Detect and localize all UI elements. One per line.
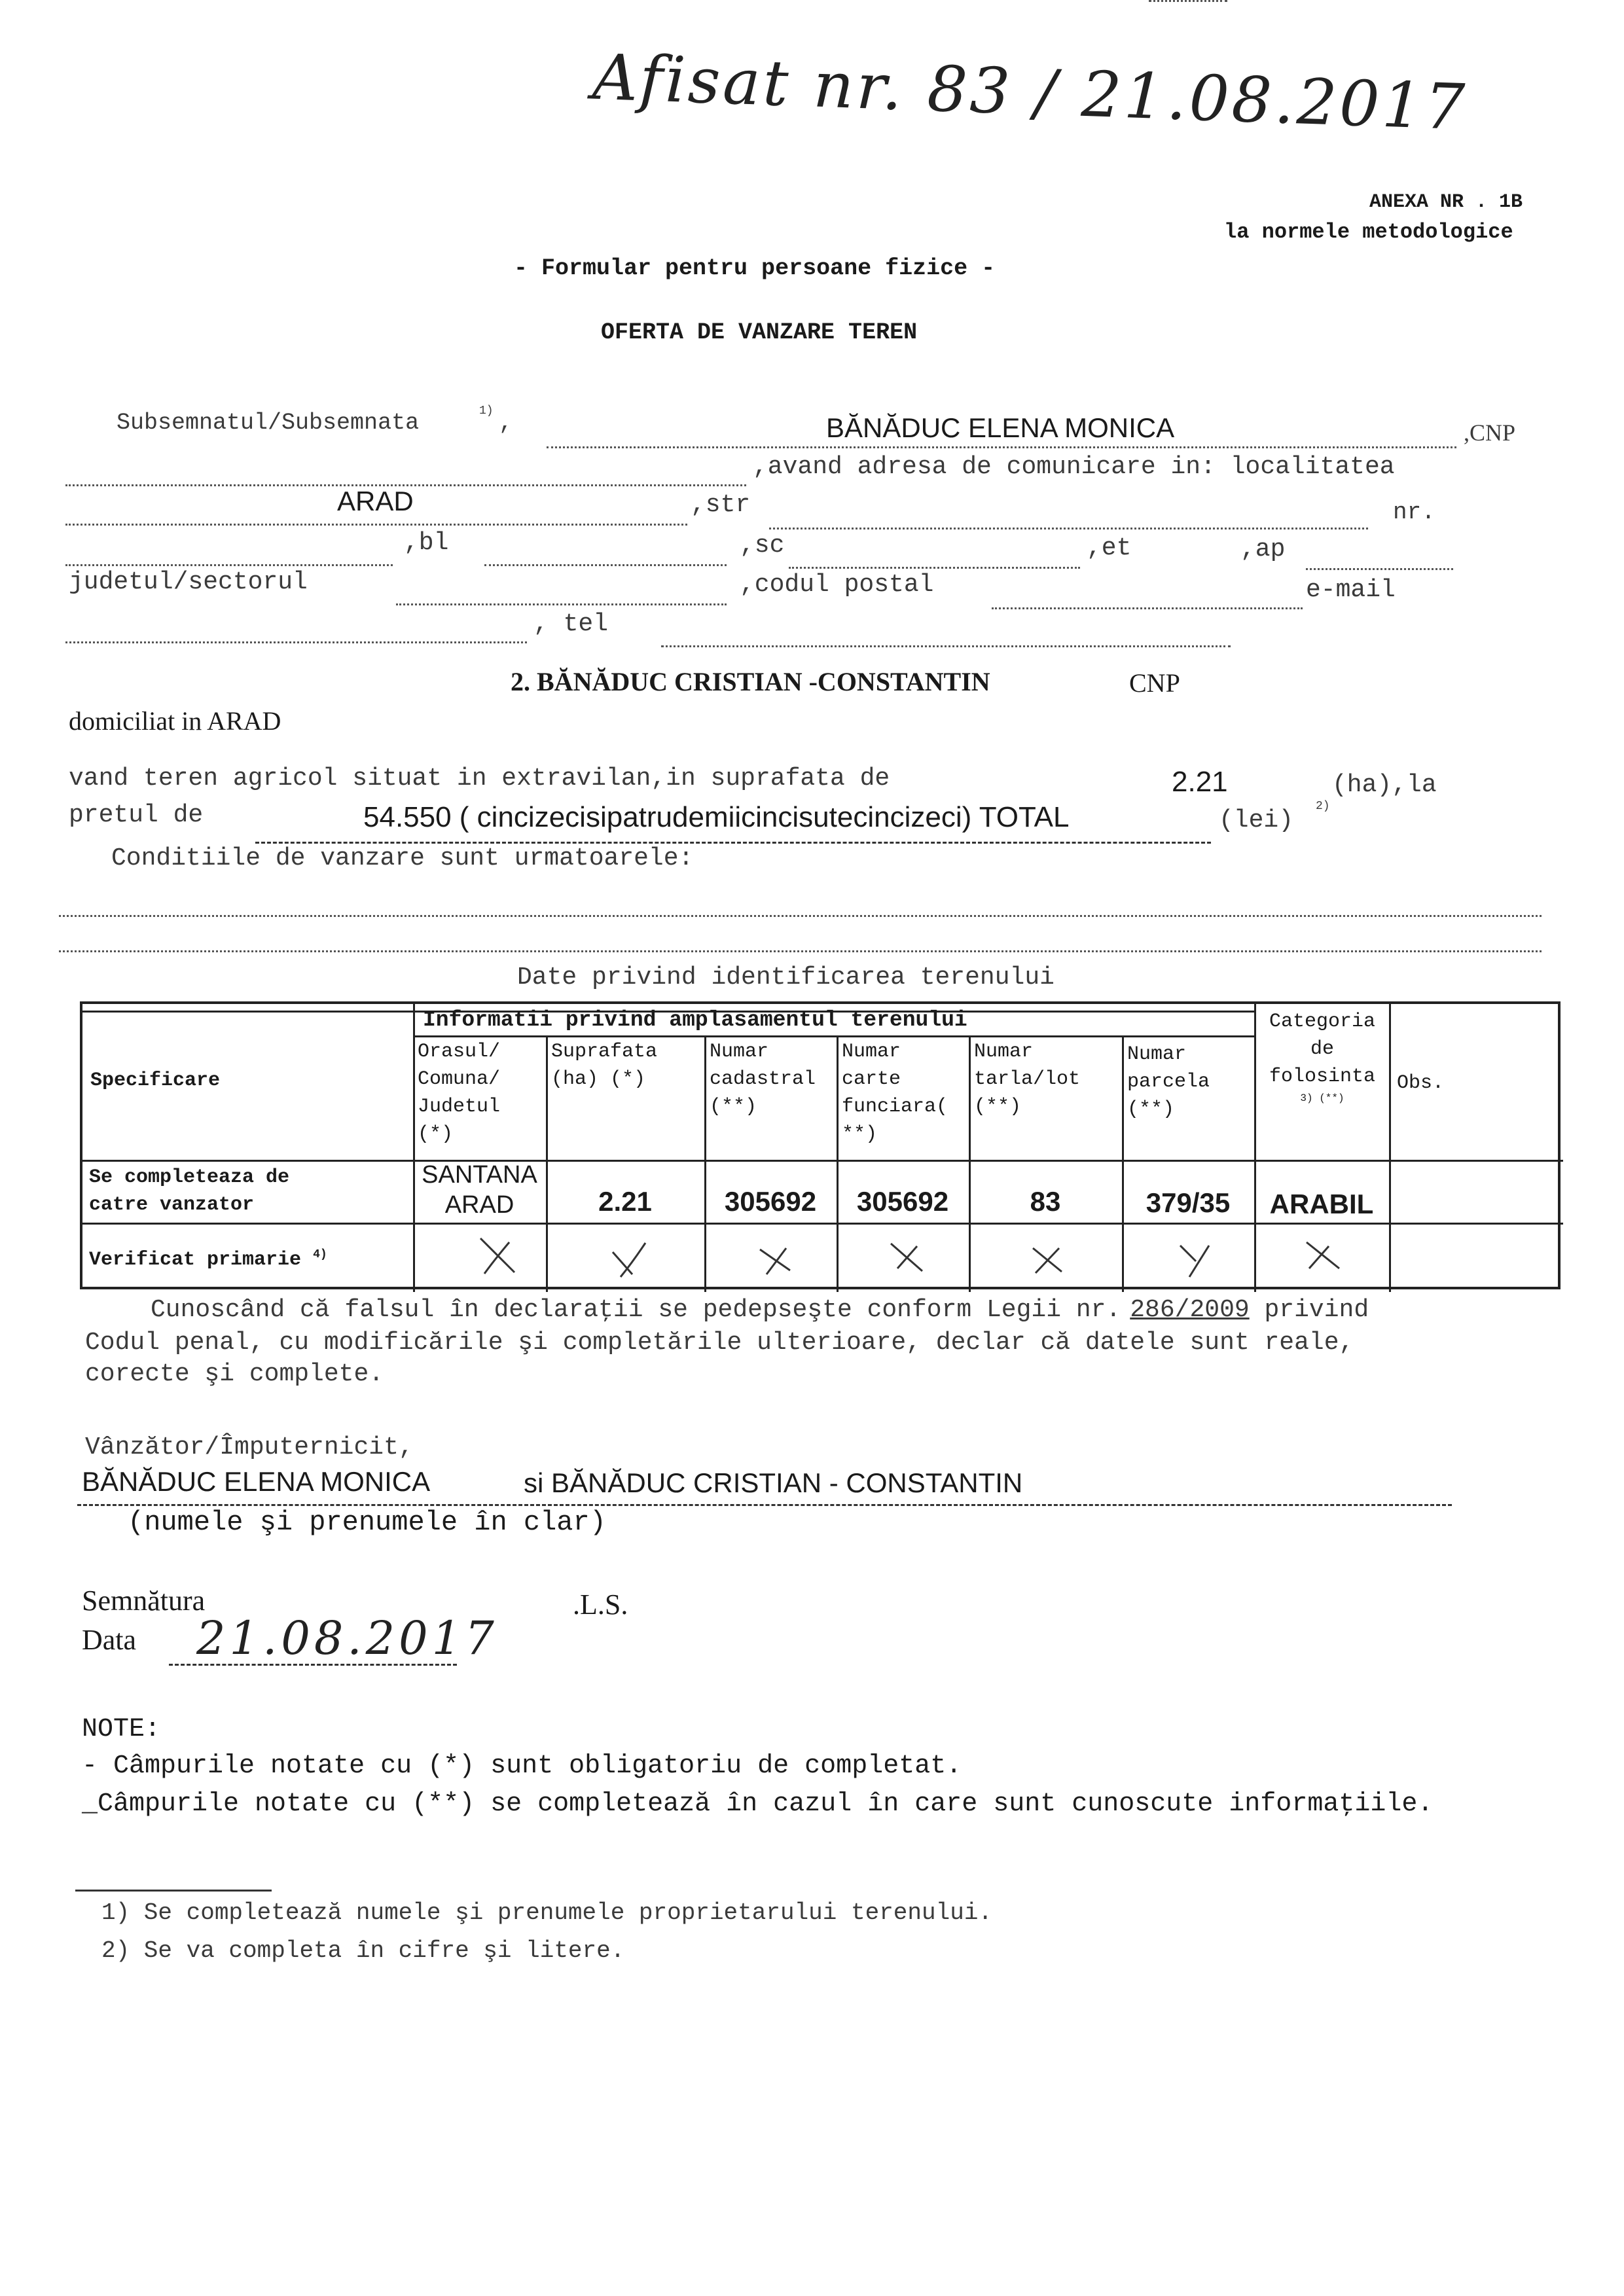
header-tarla: Numar tarla/lot (**) [974, 1041, 1081, 1118]
cross-mark-icon [884, 1234, 930, 1280]
postal-code-label: ,codul postal [740, 571, 934, 599]
price-value: 54.550 ( cincizecisipatrudemiicincisutecincizeci) TOTAL [363, 801, 1070, 833]
header-suprafata: Suprafata (ha) (*) [551, 1041, 658, 1090]
handwritten-reference: Afisat nr. 83 / 21.08.2017 [591, 40, 1469, 145]
domicile-text: domiciliat in ARAD [69, 706, 281, 736]
ls-label: .L.S. [573, 1588, 628, 1621]
applicant-name: BĂNĂDUC ELENA MONICA [826, 412, 1175, 443]
row-verified-label: Verificat primarie $^{4)}$ [89, 1248, 327, 1271]
cross-mark-icon [1172, 1236, 1218, 1282]
header-localitate: Orasul/ Comuna/ Judetul (*) [418, 1041, 501, 1145]
row-seller-suprafata: 2.21 [598, 1186, 652, 1217]
cross-mark-icon [1300, 1234, 1346, 1280]
notes-title: NOTE: [82, 1715, 161, 1744]
row-seller-carte: 305692 [856, 1186, 949, 1217]
phone-label: , tel [533, 610, 609, 638]
declaration-line-2: Codul penal, cu modificările şi completările ulterioare, declar că datele sunt reale, [85, 1329, 1354, 1357]
floor-label: ,et [1087, 534, 1132, 562]
annex-number: ANEXA NR . 1B [1369, 191, 1523, 213]
cross-mark-icon [753, 1236, 799, 1282]
note-required-fields: - Câmpurile notate cu (*) sunt obligatoriu de completat. [82, 1751, 962, 1781]
cross-mark-icon [475, 1233, 521, 1279]
annex-norms: la normele metodologice [1224, 220, 1513, 244]
note-optional-fields: _Câmpurile notate cu (**) se completează în cazul în care sunt cunoscute informaţiile. [82, 1789, 1434, 1819]
conditions-label: Conditiile de vanzare sunt urmatoarele: [111, 844, 694, 872]
address-intro: ,avand adresa de comunicare in: localitatea [753, 453, 1395, 481]
signature-label: Semnătura [82, 1585, 206, 1617]
header-parcela: Numar parcela (**) [1127, 1043, 1210, 1121]
cross-mark-icon [1025, 1236, 1071, 1282]
declaration-line-1: Cunoscând că falsul în declaraţii se pedepseşte conform Legii nr. 286/2009 privind [151, 1296, 1369, 1324]
header-location-group: Informatii privind amplasamentul terenului [423, 1008, 967, 1032]
subsemnatul-comma: , [499, 410, 513, 436]
offer-area-unit: (ha),la [1332, 771, 1437, 799]
street-label: ,str [691, 491, 751, 519]
staircase-label: ,sc [740, 531, 785, 560]
cnp-label: ,CNP [1464, 420, 1516, 446]
declaration-line-3: corecte şi complete. [85, 1360, 384, 1388]
page-title: OFERTA DE VANZARE TEREN [601, 319, 918, 346]
footnote-1: 1) Se completează numele şi prenumele proprietarului terenului. [101, 1899, 993, 1926]
row-seller-parcela: 379/35 [1146, 1187, 1231, 1218]
header-carte-funciara: Numar carte funciara( **) [842, 1041, 948, 1145]
seller-name-1: BĂNĂDUC ELENA MONICA [82, 1466, 431, 1497]
offer-line: vand teren agricol situat in extravilan,in suprafata de [69, 764, 890, 793]
number-label: nr. [1393, 499, 1435, 526]
footnote-ref-1: 1) [479, 404, 494, 418]
row-seller-categoria: ARABIL [1269, 1189, 1374, 1219]
row-seller-cadastral: 305692 [724, 1186, 817, 1217]
offer-area: 2.21 [1172, 766, 1228, 798]
header-specificare: Specificare [90, 1069, 221, 1092]
row-seller-label: Se completeaza de catre vanzator [89, 1166, 290, 1216]
email-label: e-mail [1306, 576, 1396, 604]
price-unit: (lei) [1219, 806, 1294, 834]
seller-label: Vânzător/Împuternicit, [85, 1433, 414, 1462]
county-label: judetul/sectorul [69, 568, 308, 596]
table-caption: Date privind identificarea terenului [517, 963, 1055, 992]
form-type: - Formular pentru persoane fizice - [514, 255, 996, 281]
row-seller-tarla: 83 [1030, 1186, 1061, 1217]
date-label: Data [82, 1624, 137, 1656]
footnote-2: 2) Se va completa în cifre şi litere. [101, 1937, 625, 1964]
land-identification-table [80, 1001, 1561, 1289]
apartment-label: ,ap [1240, 535, 1286, 564]
cross-mark-icon [606, 1236, 652, 1282]
subsemnatul-label: Subsemnatul/Subsemnata [117, 410, 420, 436]
header-cadastral: Numar cadastral (**) [710, 1041, 816, 1118]
second-owner-cnp-label: CNP [1129, 668, 1180, 698]
clear-names-hint: (numele şi prenumele în clar) [128, 1507, 606, 1538]
seller-name-2: si BĂNĂDUC CRISTIAN - CONSTANTIN [524, 1467, 1023, 1498]
footnote-ref-2: 2) [1316, 800, 1330, 813]
price-label: pretul de [69, 801, 204, 829]
locality-value: ARAD [337, 486, 414, 516]
block-label: ,bl [404, 529, 449, 557]
row-seller-localitate: SANTANA ARAD [422, 1161, 537, 1219]
second-owner-name: 2. BĂNĂDUC CRISTIAN -CONSTANTIN [511, 667, 990, 696]
header-categoria: Categoria de folosinta 3) (**) [1269, 1011, 1376, 1104]
handwritten-date: 21.08.2017 [196, 1611, 498, 1665]
header-obs: Obs. [1397, 1072, 1445, 1094]
